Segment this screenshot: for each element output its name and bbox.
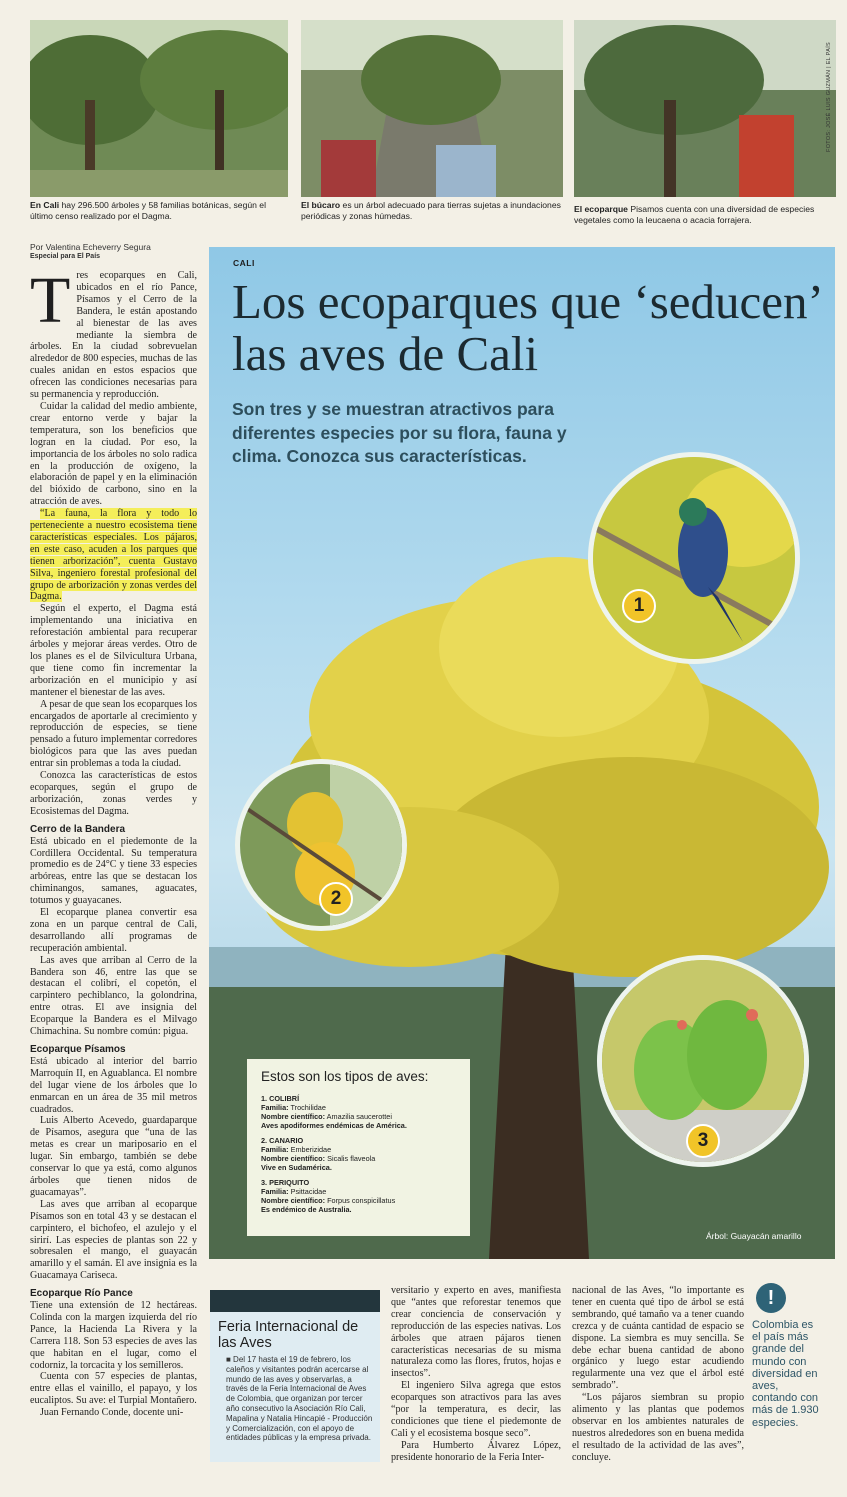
byline-author: Por Valentina Echeverry Segura bbox=[30, 242, 151, 252]
tree-credit: Árbol: Guayacán amarillo bbox=[706, 1231, 802, 1241]
paragraph: nacional de las Aves, “lo importante es tener en cuenta qué tipo de árbol se está sembrando, qué tamaño va a tener cuando crezca y de cuánta cantidad de espacio se dispone. La siembra es muy sencilla. Se debe echar buena cantidad de abono orgánico y luego estar acudiendo regularmente una vez que el árbol esté sembrado”. bbox=[572, 1285, 744, 1392]
bird-entry: 3. PERIQUITO Familia: Psittacidae Nombre científico: Forpus conspicillatus Es endémico de Australia. bbox=[261, 1178, 396, 1214]
paragraph: El ingeniero Silva agrega que estos ecoparques son atractivos para las aves “por la temperatura, es decir, las condiciones que tiene el piedemonte de Cali y el ecosistema bosque seco”. bbox=[391, 1380, 561, 1439]
photo-cali-trees bbox=[30, 20, 288, 197]
dek: Son tres y se muestran atractivos para diferentes especies por su flora, fauna y clima. Conozca sus características. bbox=[232, 399, 567, 466]
subhead-cerro: Cerro de la Bandera bbox=[30, 823, 126, 835]
paragraph: Está ubicado al interior del barrio Marroquín II, en Aguablanca. El nombre del lugar viene de los árboles que lo enmarcan en un área de 35 mil metros cuadrados. bbox=[30, 1055, 197, 1115]
badge-1: 1 bbox=[622, 589, 656, 623]
paragraph: Las aves que arriban al ecoparque Písamos son en total 43 y se destacan el carpintero, el bichofeo, el azulejo y el sirirí. Las especies de plantas son 22 y sobresalen el mango, el guayacán amarillo y el samán. El ave insignia es la Guacamaya Cariseca. bbox=[30, 1198, 197, 1282]
feria-sidebar bbox=[210, 1290, 380, 1462]
hummingbird-photo bbox=[588, 452, 800, 664]
article-column-left bbox=[30, 264, 197, 1419]
byline-role: Especial para El País bbox=[30, 253, 101, 260]
paragraph: Está ubicado en el piedemonte de la Cordillera Occidental. Su temperatura promedio es de 24°C y tiene 33 especies arbóreas, entre las que se destacan los chiminangos, samanes, aguacates, totumos y guayacanes. bbox=[30, 835, 197, 907]
paragraph: “Los pájaros siembran su propio alimento y las plantas que podemos observar en los ambientes naturales de nuestros alrededores son en buena medida el resultado de la actividad de las aves”, concluye. bbox=[572, 1392, 744, 1463]
paragraph bbox=[30, 508, 197, 603]
subhead-pisamos: Ecoparque Písamos bbox=[30, 1044, 126, 1055]
paragraph: Las aves que arriban al Cerro de la Bandera son 46, entre las que se destacan el colibrí, el copetón, el carpintero pechiblanco, la golondrina, entre otras. El ave insignia del Ecoparque la Bandera es el Milvago Chimachina. Su nombre común: pigua. bbox=[30, 954, 197, 1038]
fact-text: Colombia es el país más grande del mundo con diversidad en aves, contando con más de 1.930 especies. bbox=[752, 1319, 819, 1429]
paragraph: Cuenta con 57 especies de plantas, entre ellas el vainillo, el papayo, y los eucaliptos. Su ave: el Turpial Montañero. bbox=[30, 1371, 197, 1407]
sidebar-text: ■ Del 17 hasta el 19 de febrero, los caleños y visitantes podrán acercarse al mundo de las aves y observarlas, a través de la Feria Internacional de Aves de Colombia, que organizan por tercer año consecutivo la Asociación Río Cali, Mapalina y Natalia Hincapié - Producción y Comercialización, con el apoyo de entidades públicas y la empresa privada. bbox=[226, 1355, 373, 1443]
article-column-right bbox=[572, 1285, 744, 1464]
types-title: Estos son los tipos de aves: bbox=[261, 1069, 429, 1084]
headline: Los ecoparques que ‘seducen’ las aves de Cali bbox=[232, 274, 821, 381]
article-column-middle bbox=[391, 1285, 561, 1464]
dropcap: T bbox=[30, 264, 71, 337]
badge-2: 2 bbox=[319, 882, 353, 916]
bird-entry: 1. COLIBRÍ Familia: Trochilidae Nombre científico: Amazilia saucerottei Aves apodiformes endémicas de América. bbox=[261, 1094, 407, 1130]
caption-2: El búcaro es un árbol adecuado para tierras sujetas a inundaciones periódicas y zonas húmedas. bbox=[301, 200, 561, 221]
fact-box bbox=[752, 1283, 824, 1429]
photo-ecoparque bbox=[574, 20, 836, 197]
badge-3: 3 bbox=[686, 1124, 720, 1158]
paragraph: El ecoparque planea convertir esa zona en un parque central de Cali, desarrollando allí programas de recuperación ambiental. bbox=[30, 907, 197, 954]
exclamation-icon: ! bbox=[756, 1283, 786, 1313]
paragraph: Juan Fernando Conde, docente uni- bbox=[40, 1407, 184, 1419]
bird-types-box bbox=[247, 1059, 470, 1236]
paragraph: Luis Alberto Acevedo, guardaparque de Písamos, asegura que “una de las metas es crear un mariposario en el lugar. Sin embargo, también se debe conservar lo que ya está, como algunos árboles que tienen nidos de guacamayas”. bbox=[30, 1115, 197, 1198]
bird-entry: 2. CANARIO Familia: Emberizidae Nombre científico: Sicalis flaveola Vive en Sudamérica. bbox=[261, 1136, 376, 1172]
paragraph: Tiene una extensión de 12 hectáreas. Colinda con la margen izquierda del río Pance, la Hacienda La Rivera y la Carrera 118. Son 53 especies de aves las que habitan en el lugar, como el codorniz, la torcacita y los semilleros. bbox=[30, 1300, 197, 1371]
photo-credit: FOTOS: JOSÉ LUIS GUZMÁN | EL PAÍS bbox=[826, 42, 832, 152]
paragraph: res ecoparques en Cali, ubicados en el río Pance, Písamos y el Cerro de la Bandera, le están apostando al bienestar de las aves mediante la siembra de árboles. En la ciudad sobrevuelan alrededor de 800 especies, muchas de las cuales anidan en estos espacios que ofrecen las condiciones necesarias para su permanencia y reproducción. bbox=[30, 270, 197, 401]
subhead-pance: Ecoparque Río Pance bbox=[30, 1288, 133, 1300]
highlighted-quote: “La fauna, la flora y todo lo perteneciente a nuestro ecosistema tiene características especiales. Los pájaros, en este caso, acuden a los parques que tienen arborización”, cuenta Gustavo Silva, ingeniero forestal profesional del grupo de arborización y zonas verdes del Dagma. bbox=[30, 508, 197, 603]
sidebar-title: Feria Internacional de las Aves bbox=[218, 1319, 359, 1351]
paragraph: A pesar de que sean los ecoparques los encargados de aportarle al crecimiento y reproducción de especies, se tiene pensado a futuro implementar corredores biológicos para que las aves puedan entrar sin problemas a toda la ciudad. bbox=[30, 698, 197, 770]
paragraph: Conozca las características de estos ecoparques, según el grupo de arborización, zonas verdes y Ecosistemas del Dagma. bbox=[30, 770, 197, 817]
paragraph: Para Humberto Álvarez López, presidente honorario de la Feria Inter- bbox=[391, 1439, 561, 1463]
paragraph: Cuidar la calidad del medio ambiente, crear entorno verde y bajar la temperatura, son los beneficios que logran en la ciudad. Por eso, la importancia de los árboles no solo radica en la producción de oxígeno, la elaboración de papel y en la eliminación del bióxido de carbono, sino en la atracción de aves. bbox=[30, 400, 197, 508]
paragraph: Según el experto, el Dagma está implementando una iniciativa en reforestación ambiental para recuperar árboles y mejorar áreas verdes. Otro de los planes es el de Silvicultura Urbana, que tiene como fin incrementar la arborización en el municipio y así mantener el bienestar de las aves. bbox=[30, 603, 197, 698]
paragraph: versitario y experto en aves, manifiesta que “antes que reforestar tenemos que crear conciencia de conservación y reproducción de las especies nativas. Los árboles que atraen pájaros tienen características necesarias de su misma naturaleza como las flores, frutos, hojas e insectos”. bbox=[391, 1285, 561, 1380]
photo-bucaro bbox=[301, 20, 563, 197]
sidebar-bar bbox=[210, 1290, 380, 1312]
caption-3: El ecoparque Pisamos cuenta con una diversidad de especies vegetales como la leucaena o acacia forrajera. bbox=[574, 204, 815, 225]
section-tag: CALI bbox=[233, 258, 255, 268]
caption-1: En Cali hay 296.500 árboles y 58 familias botánicas, según el último censo realizado por el Dagma. bbox=[30, 200, 266, 221]
